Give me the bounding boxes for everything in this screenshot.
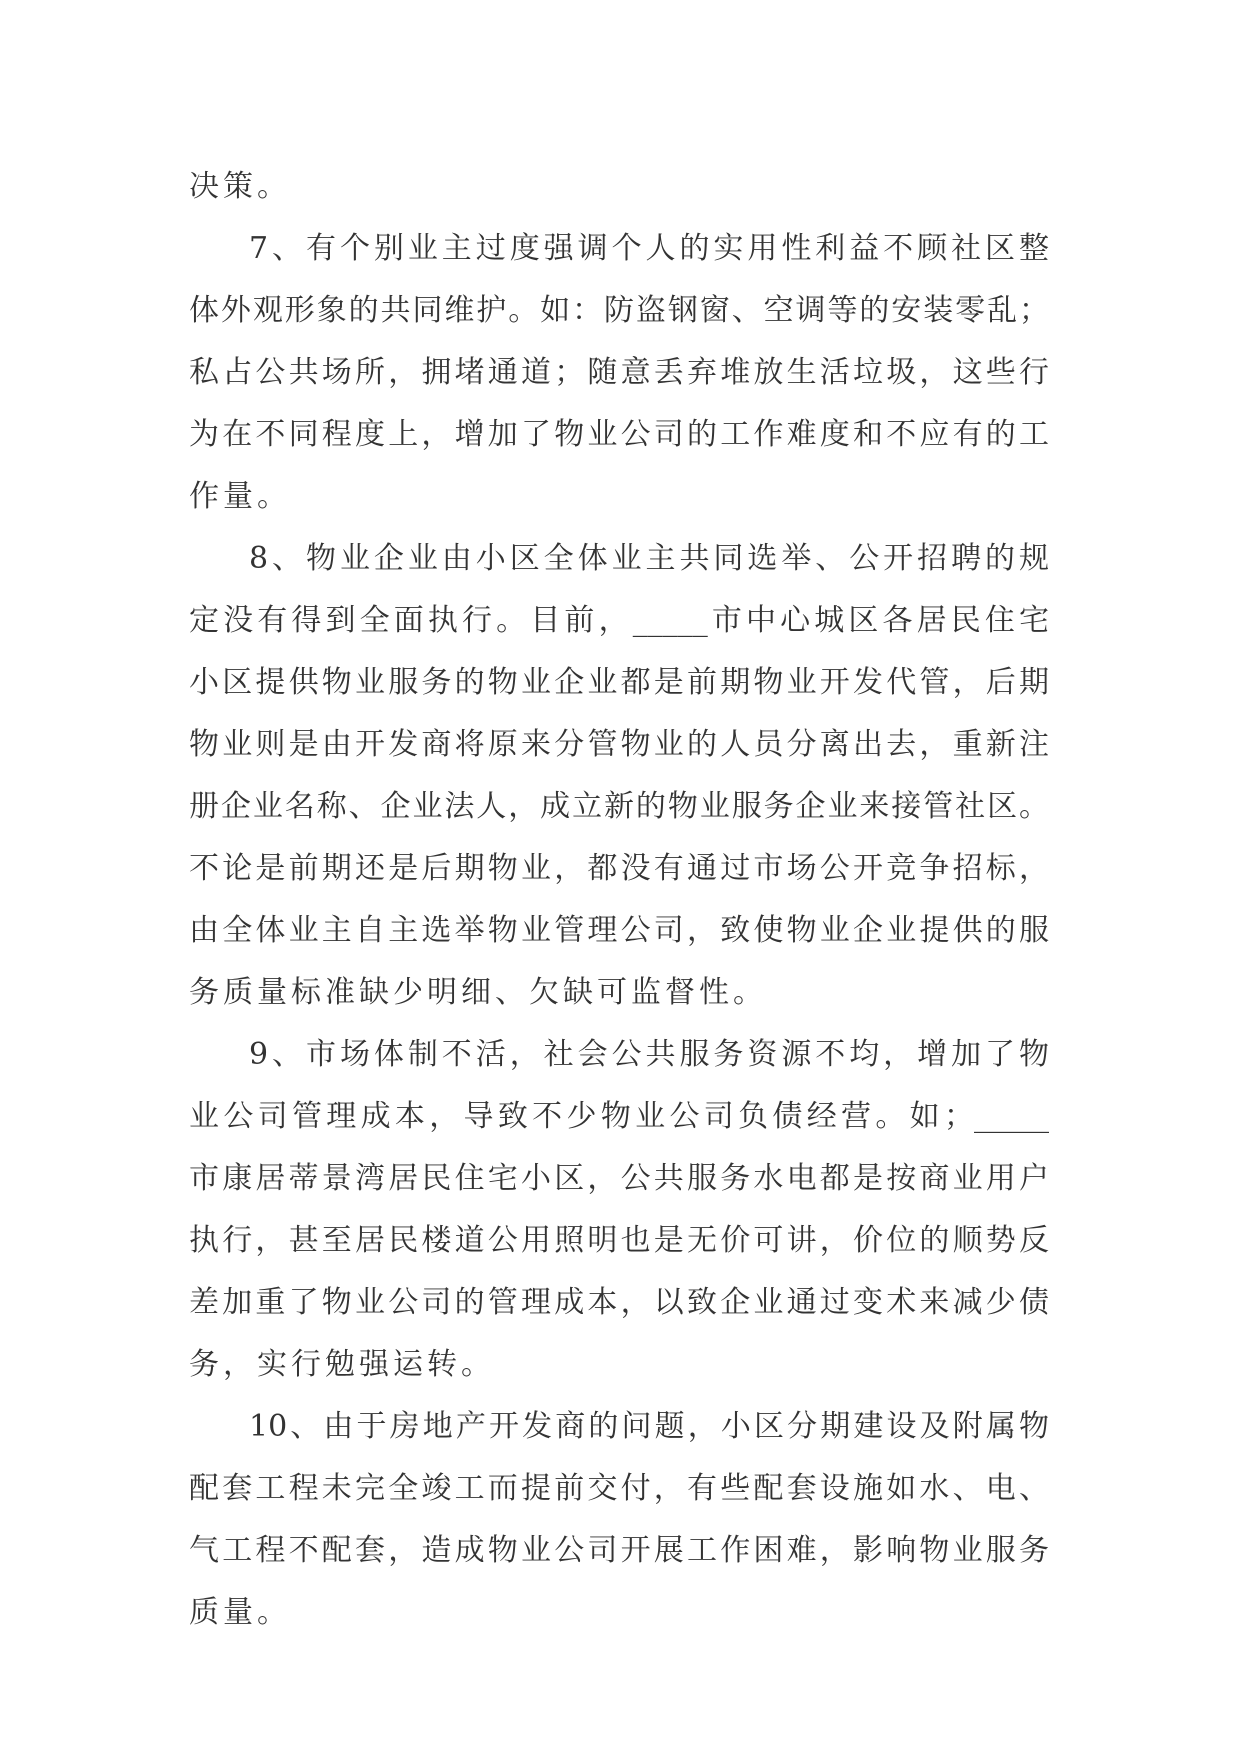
text-line: 体外观形象的共同维护。如：防盗钢窗、空调等的安装零乱； bbox=[189, 293, 1049, 328]
text-line: 小区提供物业服务的物业企业都是前期物业开发代管，后期 bbox=[189, 665, 1049, 700]
text-line: 不论是前期还是后期物业，都没有通过市场公开竞争招标， bbox=[189, 851, 1049, 886]
text-line: 定没有得到全面执行。目前，_____市中心城区各居民住宅 bbox=[189, 603, 1049, 638]
paragraph-7-first-line: 7、有个别业主过度强调个人的实用性利益不顾社区整 bbox=[249, 231, 1049, 266]
paragraph-8-first-line: 8、物业企业由小区全体业主共同选举、公开招聘的规 bbox=[249, 541, 1049, 576]
text-line: 私占公共场所，拥堵通道；随意丢弃堆放生活垃圾，这些行 bbox=[189, 355, 1049, 390]
text-line: 务，实行勉强运转。 bbox=[189, 1347, 495, 1382]
text-line: 决策。 bbox=[189, 169, 291, 204]
text-line: 作量。 bbox=[189, 479, 291, 514]
text-line: 气工程不配套，造成物业公司开展工作困难，影响物业服务 bbox=[189, 1533, 1049, 1568]
text-line: 物业则是由开发商将原来分管物业的人员分离出去，重新注 bbox=[189, 727, 1049, 762]
text-line: 业公司管理成本，导致不少物业公司负债经营。如；_____ bbox=[189, 1099, 1049, 1134]
text-line: 差加重了物业公司的管理成本，以致企业通过变术来减少债 bbox=[189, 1285, 1049, 1320]
text-line: 册企业名称、企业法人，成立新的物业服务企业来接管社区。 bbox=[189, 789, 1049, 824]
text-line: 质量。 bbox=[189, 1595, 291, 1630]
text-line: 市康居蒂景湾居民住宅小区，公共服务水电都是按商业用户 bbox=[189, 1161, 1049, 1196]
text-line: 执行，甚至居民楼道公用照明也是无价可讲，价位的顺势反 bbox=[189, 1223, 1049, 1258]
document-body bbox=[189, 156, 1049, 1644]
text-line: 为在不同程度上，增加了物业公司的工作难度和不应有的工 bbox=[189, 417, 1049, 452]
text-line: 务质量标准缺少明细、欠缺可监督性。 bbox=[189, 975, 767, 1010]
paragraph-10-first-line: 10、由于房地产开发商的问题，小区分期建设及附属物 bbox=[249, 1409, 1049, 1444]
text-line: 配套工程未完全竣工而提前交付，有些配套设施如水、电、 bbox=[189, 1471, 1049, 1506]
paragraph-9-first-line: 9、市场体制不活，社会公共服务资源不均，增加了物 bbox=[249, 1037, 1049, 1072]
text-line: 由全体业主自主选举物业管理公司，致使物业企业提供的服 bbox=[189, 913, 1049, 948]
